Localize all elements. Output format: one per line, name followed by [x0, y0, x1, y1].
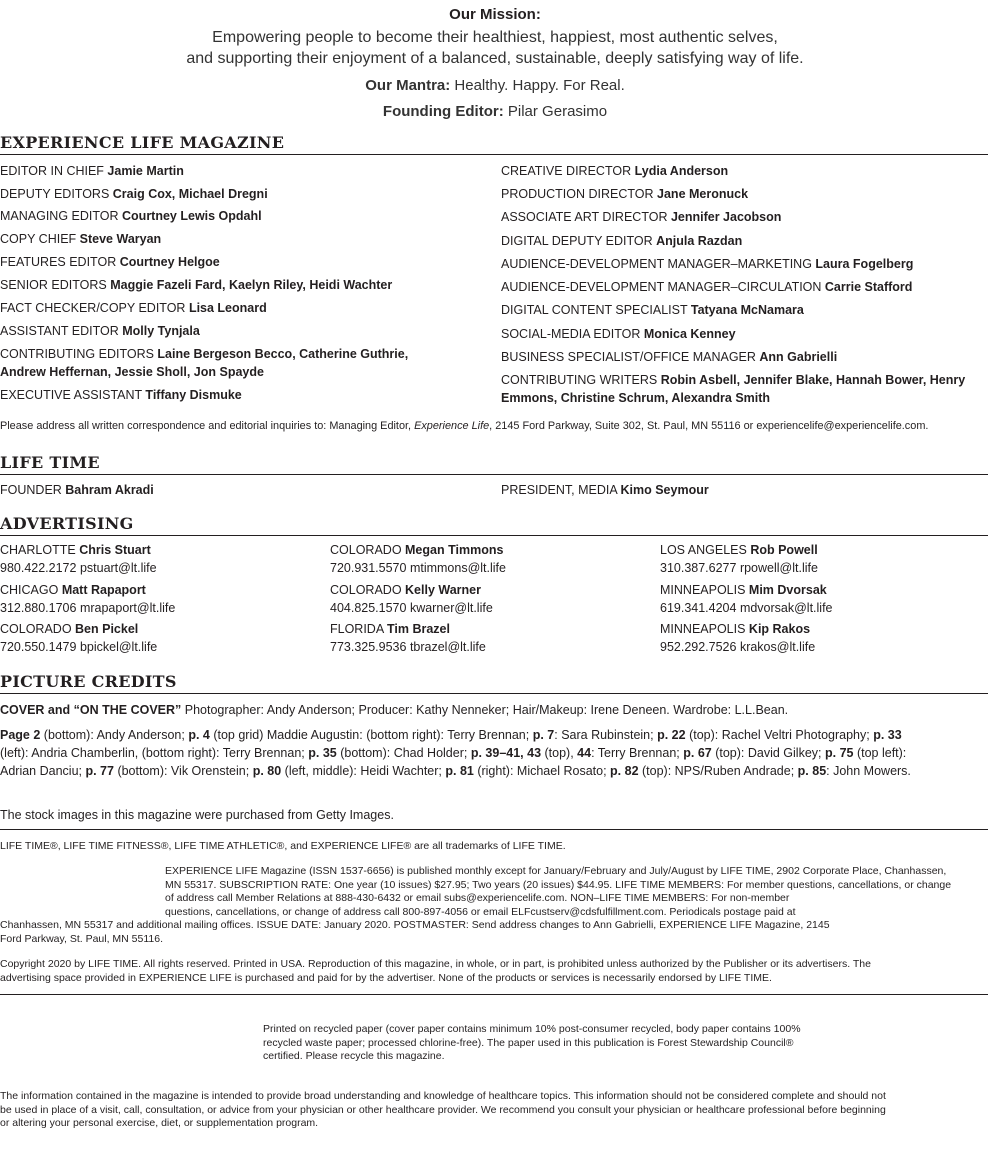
staff-row-continued: [0, 363, 264, 381]
credit-page-ref: p. 82: [610, 764, 639, 778]
staff-row: [0, 185, 268, 203]
ad-contact: [0, 542, 157, 577]
staff-name: Craig Cox, Michael Dregni: [112, 187, 268, 201]
credit-text: (top): NPS/Ruben Andrade;: [638, 764, 798, 778]
ad-phone-email: 980.422.2172 pstuart@lt.life: [0, 560, 157, 575]
recycled-line: certified. Please recycle this magazine.: [263, 1050, 445, 1062]
ad-name: Rob Powell: [750, 543, 818, 557]
staff-name: Jennifer Jacobson: [670, 210, 782, 224]
ad-city: MINNEAPOLIS: [660, 622, 749, 636]
staff-name: Bahram Akradi: [65, 483, 154, 497]
staff-role: AUDIENCE-DEVELOPMENT MANAGER–CIRCULATION: [501, 280, 825, 294]
staff-role: CONTRIBUTING EDITORS: [0, 347, 158, 361]
ad-contact: [660, 582, 833, 617]
disclaimer: [0, 1090, 988, 1131]
staff-row: [501, 255, 913, 273]
mission-title: Our Mission:: [449, 6, 541, 23]
staff-role: MANAGING EDITOR: [0, 209, 123, 223]
staff-role: AUDIENCE-DEVELOPMENT MANAGER–MARKETING: [501, 257, 816, 271]
ad-phone-email: 720.550.1479 bpickel@lt.life: [0, 639, 158, 654]
staff-role: DIGITAL CONTENT SPECIALIST: [501, 303, 691, 317]
credit-page-ref: p. 35: [308, 746, 337, 760]
staff-name: Laine Bergeson Becco, Catherine Guthrie,: [157, 347, 409, 361]
staff-role: FACT CHECKER/COPY EDITOR: [0, 301, 189, 315]
staff-row: [0, 299, 267, 317]
credit-page-ref: p. 80: [252, 764, 282, 778]
credit-text: (top): Rachel Veltri Photography;: [685, 728, 874, 742]
staff-role: CONTRIBUTING WRITERS: [501, 373, 661, 387]
credit-text: : John Mowers.: [826, 764, 911, 778]
ad-city-name: [0, 582, 175, 600]
ad-phone-email: 720.931.5570 mtimmons@lt.life: [330, 560, 506, 575]
publication-line: of address call Member Relations at 888-430-6432 or email subs@experiencelife.com. NON–LIFE TIME MEMBERS: For non-member: [165, 892, 790, 904]
credit-page-ref: p. 77: [85, 764, 114, 778]
publication-line: Ford Parkway, St. Paul, MN 55116.: [0, 932, 164, 945]
staff-row: [0, 207, 262, 225]
credit-text: (bottom): Chad Holder;: [336, 746, 471, 760]
staff-role: BUSINESS SPECIALIST/OFFICE MANAGER: [501, 350, 760, 364]
divider: [0, 994, 988, 995]
staff-role: CREATIVE DIRECTOR: [501, 164, 635, 178]
staff-name: Courtney Lewis Opdahl: [122, 209, 262, 223]
staff-row: [501, 185, 748, 203]
ad-city: MINNEAPOLIS: [660, 583, 749, 597]
staff-name: Tatyana McNamara: [690, 303, 804, 317]
credit-page-ref: p. 85: [797, 764, 827, 778]
disclaimer-line: The information contained in the magazine is intended to provide broad understanding and knowledge of healthcare topics. This information should not be considered complete and should not: [0, 1090, 886, 1102]
staff-row: [0, 276, 392, 294]
publication-line: Chanhassen, MN 55317 and additional mailing offices. ISSUE DATE: January 2020. POSTMASTER: Send address changes to Ann Gabrielli, EXPERIENCE LIFE Magazine, 2145: [0, 919, 830, 931]
recycled-notice: [263, 1023, 863, 1064]
ad-name: Tim Brazel: [386, 622, 450, 636]
section-heading-credits: PICTURE CREDITS: [0, 672, 988, 694]
staff-row: [0, 481, 154, 499]
mantra-text: Healthy. Happy. For Real.: [450, 77, 625, 94]
credit-page-ref: p. 75: [824, 746, 854, 760]
staff-name: Lisa Leonard: [188, 301, 267, 315]
mantra: [0, 77, 990, 94]
credit-page-ref: 44: [577, 746, 592, 760]
ad-phone-email: 952.292.7526 krakos@lt.life: [660, 639, 816, 654]
founding-editor: [0, 103, 990, 120]
credit-page-ref: p. 7: [532, 728, 555, 742]
credit-text: (right): Michael Rosato;: [473, 764, 611, 778]
credit-text: : Terry Brennan;: [591, 746, 684, 760]
divider: [0, 829, 988, 830]
staff-role: DEPUTY EDITORS: [0, 187, 113, 201]
staff-row: [0, 386, 242, 404]
ad-name: Mim Dvorsak: [748, 583, 827, 597]
ad-name: Kelly Warner: [405, 583, 481, 597]
staff-role: PRODUCTION DIRECTOR: [501, 187, 658, 201]
ad-city-name: [660, 542, 818, 560]
publication-line: MN 55317. SUBSCRIPTION RATE: One year (10 issues) $27.95; Two years (20 issues) $44.95. LIFE TIME MEMBERS: For member questions, cancellations, or change: [165, 878, 952, 891]
ad-phone-email: 773.325.9536 tbrazel@lt.life: [330, 639, 486, 654]
cover-credit-label: COVER and “ON THE COVER”: [0, 703, 182, 717]
staff-name: Andrew Heffernan, Jessie Sholl, Jon Spayde: [0, 365, 264, 379]
credit-page-ref: Page 2: [0, 728, 41, 742]
ad-phone-email: 619.341.4204 mdvorsak@lt.life: [660, 600, 833, 615]
staff-role: FEATURES EDITOR: [0, 255, 120, 269]
staff-role: EXECUTIVE ASSISTANT: [0, 388, 146, 402]
recycled-line: Printed on recycled paper (cover paper contains minimum 10% post-consumer recycled, body paper contains 100%: [263, 1023, 801, 1035]
disclaimer-line: be used in place of a visit, call, consultation, or advice from your physician or other healthcare provider. We recommend you consult your physician or healthcare professional before beginning: [0, 1103, 886, 1116]
publication-info: [165, 865, 989, 919]
ad-city-name: [660, 582, 833, 600]
ad-city-name: [660, 621, 815, 639]
staff-name: Monica Kenney: [643, 327, 736, 341]
mission-line-2: and supporting their enjoyment of a balanced, sustainable, deeply satisfying way of life.: [186, 50, 804, 67]
ad-phone-email: 312.880.1706 mrapaport@lt.life: [0, 600, 176, 615]
staff-role: FOUNDER: [0, 483, 66, 497]
staff-name: Kimo Seymour: [620, 483, 709, 497]
ad-city: COLORADO: [330, 583, 406, 597]
publication-line: questions, cancellations, or change of address call 800-897-4056 or email ELFcustserv@cdsfulfillment.com. Periodicals postage paid at: [165, 905, 796, 918]
ad-contact: [660, 542, 818, 577]
credit-page-ref: p. 81: [445, 764, 474, 778]
ad-contact: [0, 582, 175, 617]
publication-info-tail: [0, 919, 830, 946]
mantra-label: Our Mantra:: [365, 77, 451, 94]
ad-contact: [660, 621, 815, 656]
address-text: , 2145 Ford Parkway, Suite 302, St. Paul, MN 55116 or experiencelife@experiencelife.com.: [489, 420, 929, 432]
staff-row: [501, 278, 912, 296]
editorial-address: [0, 420, 928, 434]
credit-text: (left, middle): Heidi Wachter;: [281, 764, 446, 778]
ad-phone-email: 310.387.6277 rpowell@lt.life: [660, 560, 818, 575]
staff-row: [501, 301, 804, 319]
ad-city-name: [0, 621, 157, 639]
staff-row: [0, 345, 408, 363]
ad-contact: [330, 582, 493, 617]
staff-name: Lydia Anderson: [634, 164, 729, 178]
ad-city: COLORADO: [330, 543, 406, 557]
staff-row: [501, 371, 965, 389]
ad-city: CHICAGO: [0, 583, 62, 597]
stock-credit: The stock images in this magazine were purchased from Getty Images.: [0, 808, 394, 822]
address-magazine-name: Experience Life: [414, 420, 490, 432]
staff-name: Courtney Helgoe: [119, 255, 220, 269]
ad-city-name: [0, 542, 157, 560]
ad-phone-email: 404.825.1570 kwarner@lt.life: [330, 600, 493, 615]
disclaimer-line: or altering your personal exercise, diet, or supplementation program.: [0, 1117, 319, 1129]
staff-name: Ann Gabrielli: [759, 350, 838, 364]
staff-name: Jamie Martin: [107, 164, 184, 178]
ad-contact: [330, 621, 486, 656]
staff-name: Tiffany Dismuke: [145, 388, 242, 402]
staff-role: SENIOR EDITORS: [0, 278, 111, 292]
staff-name: Molly Tynjala: [122, 324, 200, 338]
staff-row: [501, 162, 728, 180]
staff-role: SOCIAL-MEDIA EDITOR: [501, 327, 644, 341]
ad-name: Kip Rakos: [748, 622, 811, 636]
staff-row: [501, 325, 736, 343]
staff-role: ASSISTANT EDITOR: [0, 324, 123, 338]
ad-name: Megan Timmons: [405, 543, 504, 557]
staff-name: Emmons, Christine Schrum, Alexandra Smith: [501, 391, 771, 405]
ad-city: CHARLOTTE: [0, 543, 80, 557]
section-heading-magazine: EXPERIENCE LIFE MAGAZINE: [0, 133, 988, 155]
credit-text: (top left): Adrian Danciu;: [0, 746, 907, 778]
copyright-line: advertising space provided in EXPERIENCE LIFE is purchased and paid for by the advertiser. None of the products or services is necessarily endorsed by LIFE TIME.: [0, 971, 772, 984]
credit-page-ref: p. 22: [657, 728, 686, 742]
ad-name: Matt Rapaport: [61, 583, 146, 597]
staff-role: COPY CHIEF: [0, 232, 80, 246]
publication-line: EXPERIENCE LIFE Magazine (ISSN 1537-6656) is published monthly except for January/February and July/August by LIFE TIME, 2902 Corporate Place, Chanhassen,: [165, 865, 947, 877]
credit-page-ref: p. 39–41, 43: [470, 746, 542, 760]
ad-city: FLORIDA: [330, 622, 387, 636]
founding-label: Founding Editor:: [382, 103, 504, 120]
staff-role: EDITOR IN CHIEF: [0, 164, 108, 178]
staff-name: Anjula Razdan: [656, 234, 743, 248]
credit-text: : Sara Rubinstein;: [554, 728, 658, 742]
staff-row: [501, 232, 742, 250]
credit-text: (top),: [541, 746, 578, 760]
staff-row-continued: [501, 389, 770, 407]
copyright: [0, 958, 988, 985]
credit-page-ref: p. 67: [683, 746, 712, 760]
ad-city-name: [330, 582, 493, 600]
staff-row: [501, 208, 781, 226]
page-credits: [0, 726, 930, 780]
staff-name: Steve Waryan: [79, 232, 162, 246]
staff-role: PRESIDENT, MEDIA: [501, 483, 621, 497]
staff-row: [501, 481, 709, 499]
credit-text: (bottom): Andy Anderson;: [40, 728, 189, 742]
staff-name: Robin Asbell, Jennifer Blake, Hannah Bower, Henry: [660, 373, 966, 387]
credit-text: (top grid) Maddie Augustin: (bottom right): Terry Brennan;: [209, 728, 533, 742]
credit-text: (top): David Gilkey;: [711, 746, 825, 760]
staff-row: [501, 348, 837, 366]
ad-city: LOS ANGELES: [660, 543, 751, 557]
ad-contact: [0, 621, 157, 656]
cover-credit-text: Photographer: Andy Anderson; Producer: Kathy Nenneker; Hair/Makeup: Irene Deneen. Wardrobe: L.L.Bean.: [181, 703, 789, 717]
credit-page-ref: p. 33: [873, 728, 902, 742]
staff-name: Carrie Stafford: [824, 280, 913, 294]
staff-name: Laura Fogelberg: [815, 257, 914, 271]
staff-row: [0, 253, 220, 271]
mission-line-1: Empowering people to become their healthiest, happiest, most authentic selves,: [212, 29, 778, 46]
staff-role: DIGITAL DEPUTY EDITOR: [501, 234, 657, 248]
credit-text: (bottom): Vik Orenstein;: [113, 764, 253, 778]
credit-page-ref: p. 4: [188, 728, 210, 742]
copyright-line: Copyright 2020 by LIFE TIME. All rights reserved. Printed in USA. Reproduction of this magazine, in whole, or in part, is prohibited unless authorized by the Publisher or its advertisers. The: [0, 958, 871, 970]
section-heading-advertising: ADVERTISING: [0, 514, 988, 536]
address-text: Please address all written correspondence and editorial inquiries to: Managing Editor,: [0, 420, 415, 432]
staff-row: [0, 322, 200, 340]
trademarks: LIFE TIME®, LIFE TIME FITNESS®, LIFE TIME ATHLETIC®, and EXPERIENCE LIFE® are all trademarks of LIFE TIME.: [0, 840, 566, 852]
staff-name: Jane Meronuck: [657, 187, 749, 201]
staff-role: ASSOCIATE ART DIRECTOR: [501, 210, 671, 224]
ad-name: Ben Pickel: [75, 622, 139, 636]
recycled-line: recycled waste paper; processed chlorine-free). The paper used in this publication is Forest Stewardship Council®: [263, 1036, 794, 1049]
section-heading-lifetime: LIFE TIME: [0, 453, 988, 475]
staff-row: [0, 162, 184, 180]
ad-contact: [330, 542, 506, 577]
credit-text: (left): Andria Chamberlin, (bottom right): Terry Brennan;: [0, 746, 309, 760]
ad-name: Chris Stuart: [79, 543, 151, 557]
ad-city-name: [330, 542, 506, 560]
cover-credit: [0, 701, 988, 719]
founding-text: Pilar Gerasimo: [503, 103, 608, 120]
ad-city-name: [330, 621, 486, 639]
ad-city: COLORADO: [0, 622, 76, 636]
staff-row: [0, 230, 161, 248]
staff-name: Maggie Fazeli Fard, Kaelyn Riley, Heidi Wachter: [110, 278, 393, 292]
